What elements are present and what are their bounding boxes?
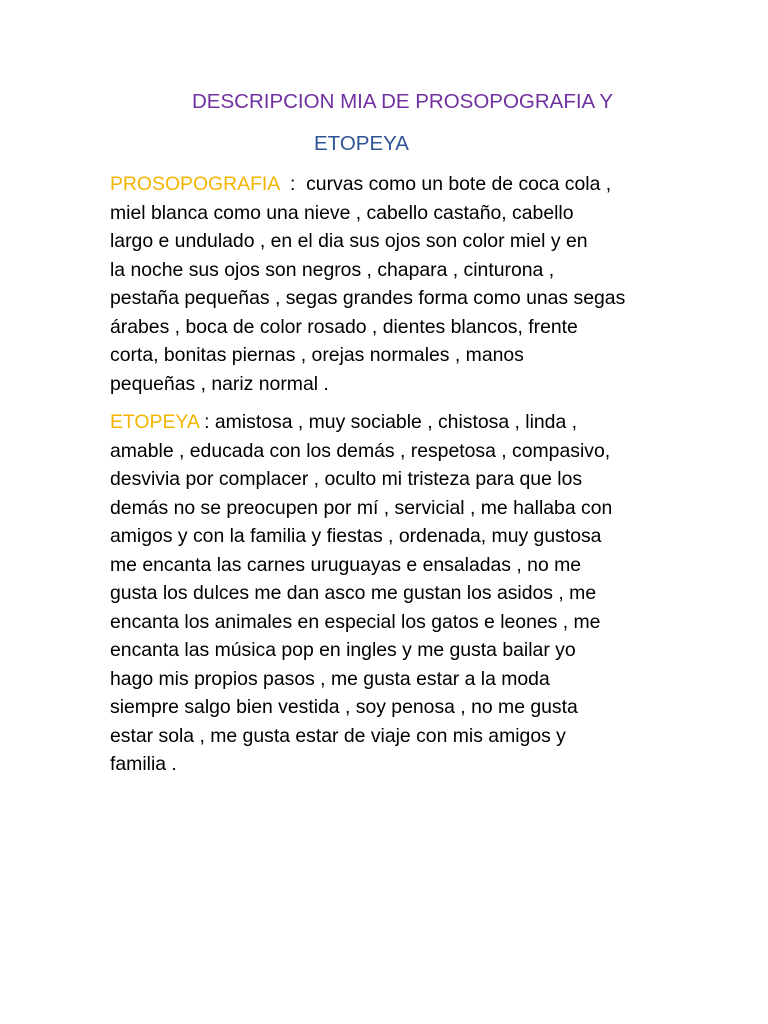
etopeya-label: ETOPEYA bbox=[110, 411, 199, 433]
document-title-line-1: DESCRIPCION MIA DE PROSOPOGRAFIA Y bbox=[192, 90, 614, 113]
prosopografia-label: PROSOPOGRAFIA bbox=[110, 173, 280, 195]
paragraph-line: la noche sus ojos son negros , chapara , cinturona , bbox=[110, 258, 555, 281]
paragraph-line: amigos y con la familia y fiestas , ordenada, muy gustosa bbox=[110, 525, 602, 547]
etopeya-paragraph bbox=[110, 408, 670, 779]
paragraph-line bbox=[110, 170, 670, 199]
paragraph-line: demás no se preocupen por mí , servicial , me hallaba con bbox=[110, 496, 613, 519]
document-title-line-2: ETOPEYA bbox=[314, 132, 409, 155]
paragraph-line: siempre salgo bien vestida , soy penosa , no me gusta bbox=[110, 696, 578, 718]
paragraph-line: pequeñas , nariz normal . bbox=[110, 372, 329, 395]
paragraph-line bbox=[110, 408, 670, 437]
paragraph-text: : amistosa , muy sociable , chistosa , linda , bbox=[198, 411, 578, 433]
paragraph-line: amable , educada con los demás , respetosa , compasivo, bbox=[110, 439, 611, 462]
paragraph-line: corta, bonitas piernas , orejas normales , manos bbox=[110, 344, 524, 366]
paragraph-line: desvivia por complacer , oculto mi tristeza para que los bbox=[110, 468, 583, 490]
paragraph-line: árabes , boca de color rosado , dientes blancos, frente bbox=[110, 315, 578, 338]
paragraph-line: miel blanca como una nieve , cabello castaño, cabello bbox=[110, 201, 574, 224]
paragraph-line: estar sola , me gusta estar de viaje con mis amigos y bbox=[110, 724, 566, 747]
paragraph-line: largo e undulado , en el dia sus ojos son color miel y en bbox=[110, 230, 588, 252]
paragraph-line: gusta los dulces me dan asco me gustan los asidos , me bbox=[110, 582, 597, 604]
paragraph-line: encanta las música pop en ingles y me gusta bailar yo bbox=[110, 639, 576, 661]
paragraph-line: encanta los animales en especial los gatos e leones , me bbox=[110, 610, 601, 633]
paragraph-line: pestaña pequeñas , segas grandes forma como unas segas bbox=[110, 287, 626, 309]
paragraph-line: hago mis propios pasos , me gusta estar a la moda bbox=[110, 667, 550, 690]
paragraph-line: familia . bbox=[110, 753, 177, 775]
prosopografia-paragraph bbox=[110, 170, 670, 398]
paragraph-line: me encanta las carnes uruguayas e ensaladas , no me bbox=[110, 553, 582, 576]
paragraph-text: : curvas como un bote de coca cola , bbox=[279, 173, 612, 195]
